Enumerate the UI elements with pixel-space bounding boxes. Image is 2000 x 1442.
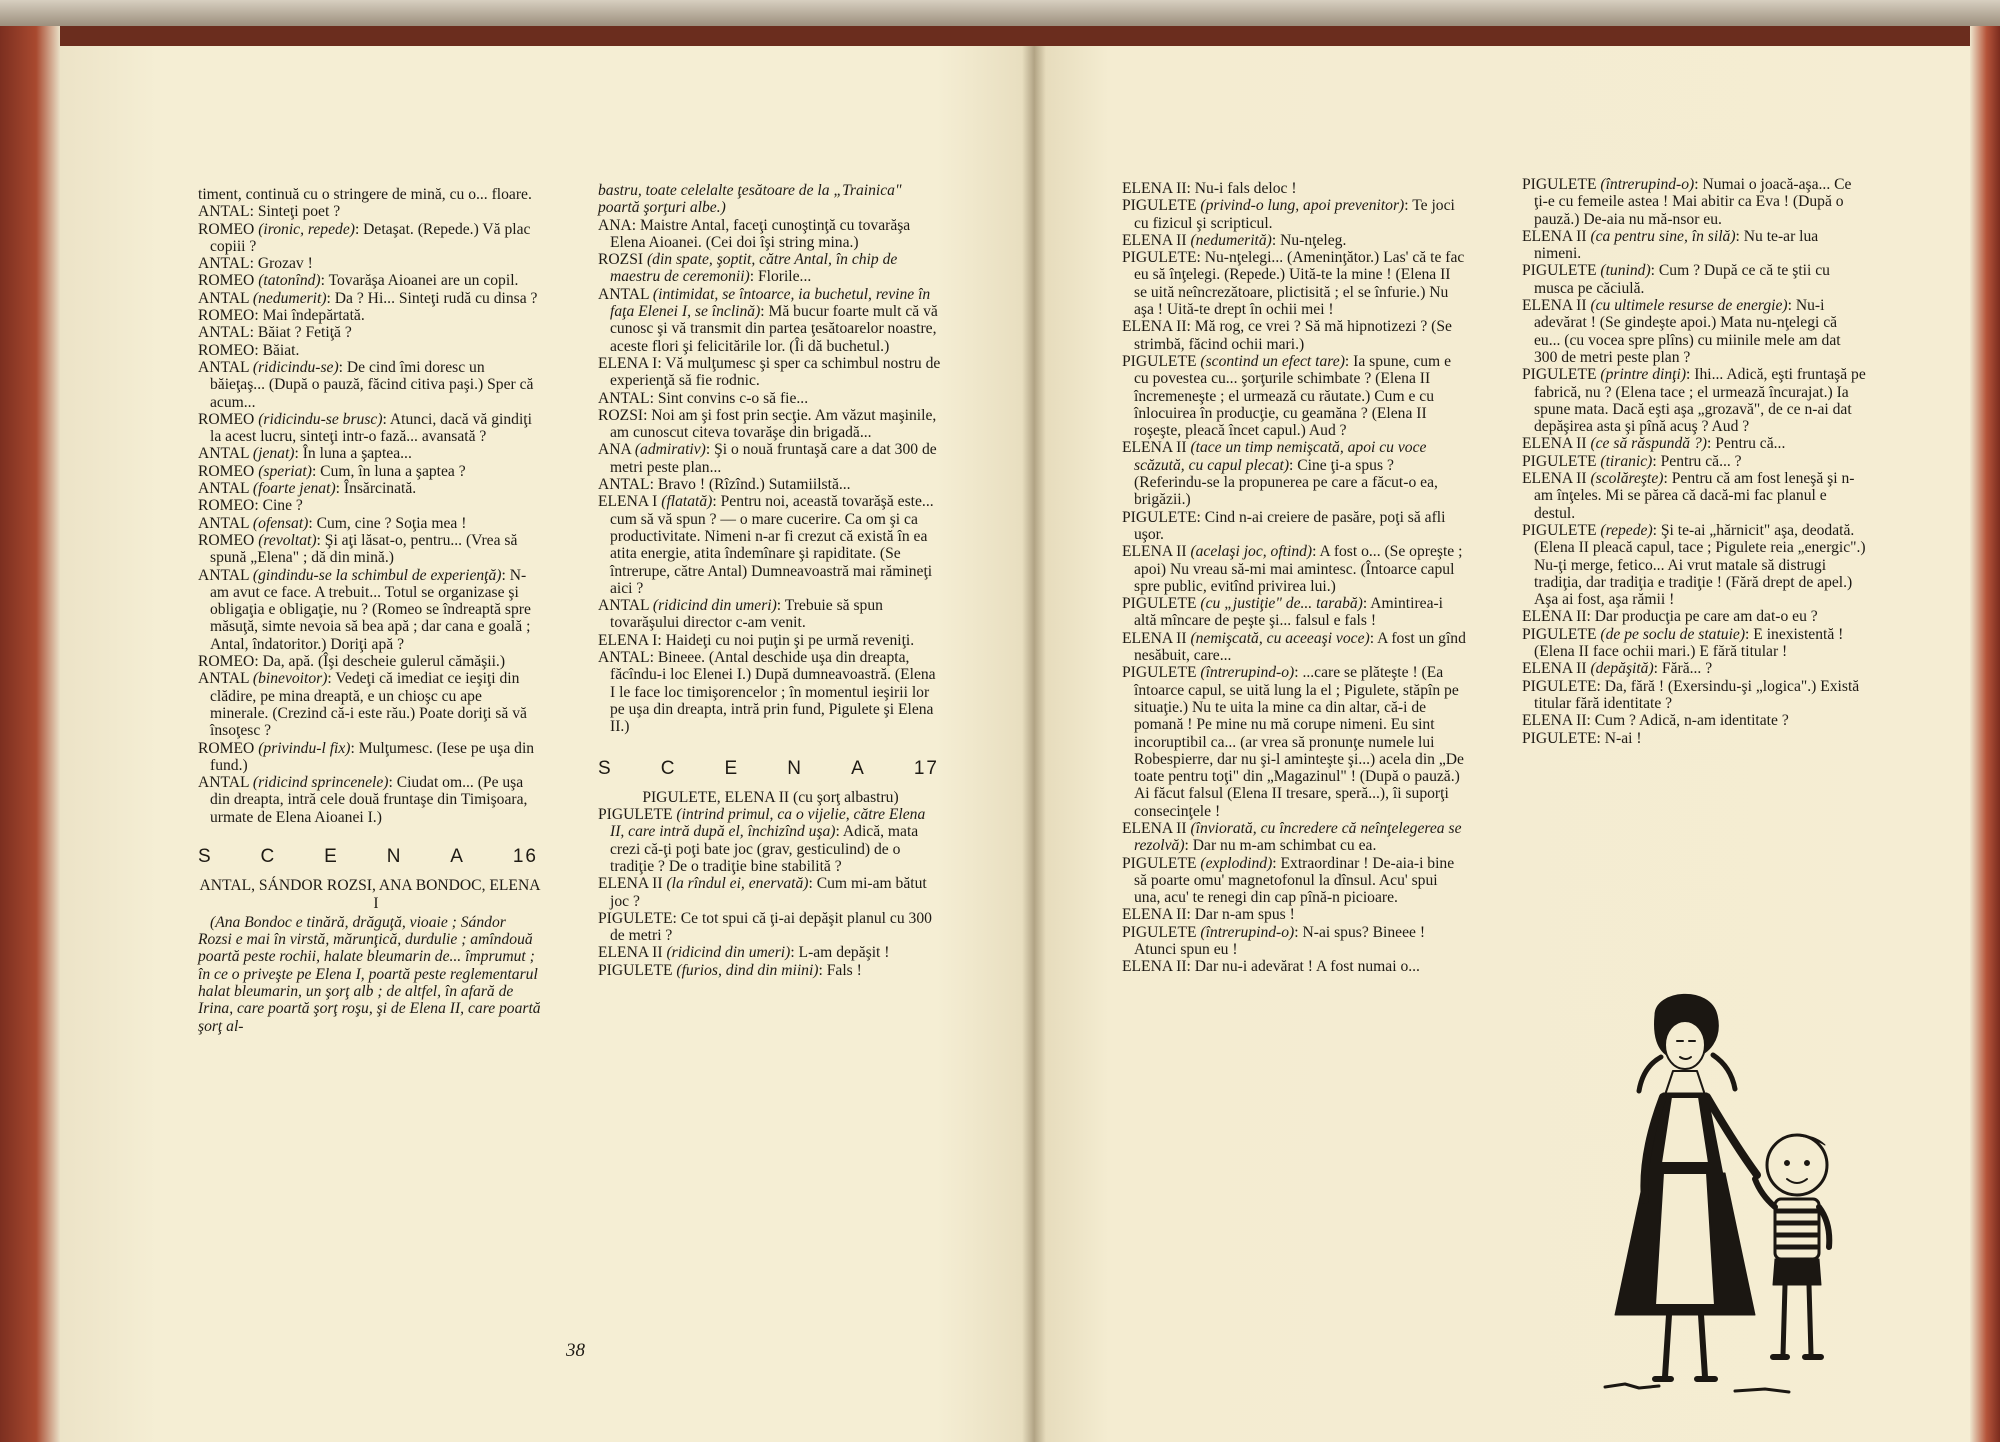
line-text: Şi te-ai „hărnicit" aşa, deodată. (Elena II pleacă capul, tace ; Pigulete reia „energic".) Nu-ţi merge, fetico... Ai vrut matale să distrugi tradiţia, dar tradiţia e tradiţie ! (Fără drept de apel.) Aşa ai fost, aşa rămii !	[1534, 521, 1866, 609]
stage-direction: (tunind)	[1600, 262, 1651, 280]
line-text: Nu-i fals deloc !	[1194, 180, 1297, 197]
stage-direction: (tatonînd)	[258, 272, 321, 290]
stage-direction: (la rîndul ei, enervată)	[666, 875, 809, 893]
line-text: Florile...	[757, 268, 812, 286]
speaker-name: ANTAL	[198, 480, 250, 498]
line-text: Te joci cu fizicul şi scripticul.	[1134, 197, 1455, 232]
stage-direction: (întrerupind-o)	[1600, 176, 1695, 193]
line-text: Adică, mata crezi că-ţi poţi bate joc (grav, gesticulind) de o tradiţie ? De o tradiţie bine stabilită ?	[610, 823, 919, 875]
line-text: Dar nu-i adevărat ! A fost numai o...	[1194, 958, 1420, 976]
line-text: N-ai !	[1604, 729, 1642, 747]
stage-direction: (repede)	[1600, 521, 1653, 539]
cover-right	[1970, 26, 2000, 1442]
scene-number: 17	[913, 757, 939, 779]
line-text: Dar producţia pe care am dat-o eu ?	[1594, 608, 1818, 626]
scene-heading	[198, 845, 542, 867]
speaker-name: PIGULETE	[1522, 521, 1597, 539]
dialogue-line: ANTAL (binevoitor): Vedeţi că imediat ce ieşiţi din clădire, pe mina dreaptă, e un chioşc cu ape minerale. (Crezind că-i este rău.) Poate doriţi să vă însoţesc ?	[198, 670, 527, 740]
line-text: Vă mulţumesc şi sper ca schimbul nostru de experienţă să fie rodnic.	[610, 354, 941, 390]
line-text: N-ai spus? Bineee ! Atunci spun eu !	[1134, 923, 1426, 959]
dialogue-line: ELENA II (tace un timp nemişcată, apoi cu voce scăzută, cu capul plecat): Cine ţi-a spus ? (Referindu-se la propunerea pe care a făcut-o ea, brigăzii.)	[1122, 439, 1438, 509]
stage-direction: (cu „justiţie" de... tarabă)	[1200, 595, 1363, 613]
stage-direction: (cu ultimele resurse de energie)	[1590, 297, 1788, 315]
line-text: Noi am şi fost prin secţie. Am văzut maşinile, am cunoscut citeva tovarăşe din brigadă...	[610, 406, 937, 442]
dialogue-line: ELENA II (acelaşi joc, oftind): A fost o... (Se opreşte ; apoi) Nu vreau să-mi mai amintesc. (Întoarce capul spre public, evitînd privirea lui.)	[1122, 543, 1463, 595]
line-text: Şi aţi lăsat-o, pentru... (Vrea să spună „Elena" ; dă din mină.)	[210, 531, 518, 567]
scene-letter: E	[724, 757, 740, 779]
stage-direction: (înviorată, cu încredere că neînţelegerea se rezolvă)	[1134, 819, 1462, 855]
line-text: Detaşat. (Repede.) Vă plac copiii ?	[210, 220, 531, 255]
dialogue-line: ROMEO (ironic, repede): Detaşat. (Repede.) Vă plac copiii ?	[198, 220, 531, 255]
speaker-name: ROMEO	[198, 462, 255, 480]
speaker-name: ROMEO	[198, 220, 255, 238]
speaker-name: ROZSI	[598, 251, 644, 269]
dialogue-line: ANTAL: Sint convins c-o să fie...	[598, 389, 809, 407]
stage-direction: (ridicind din umeri)	[652, 597, 777, 615]
dialogue-line: ROMEO: Mai îndepărtată.	[198, 307, 365, 325]
speaker-name: ROMEO	[198, 497, 255, 515]
dialogue-line: ELENA I (flatată): Pentru noi, această tovarăşă este... cum să vă spun ? — o mare cucerire. Ca om şi ca productivitate. Nimeni n-ar fi crezut că există în ea atita energie, atita îndemînare şi rapiditate. (Se întrerupe, către Antal) Dumneavoastră mai rămineţi aici ?	[598, 493, 934, 597]
dialogue-line: ANA (admirativ): Şi o nouă fruntaşă care a dat 300 de metri peste plan...	[598, 441, 937, 476]
dialogue-line: ROMEO (tatonînd): Tovarăşa Aioanei are un copil.	[198, 272, 519, 290]
speaker-name: ELENA II	[1122, 629, 1187, 647]
dialogue-line: PIGULETE: Cind n-ai creiere de pasăre, poţi să afli uşor.	[1122, 508, 1446, 543]
line-text: Grozav !	[257, 255, 313, 273]
line-text: Atunci, dacă vă gindiţi la acest lucru, sinteţi intr-o fază... avansată ?	[210, 410, 532, 446]
dialogue-block	[598, 182, 943, 736]
dialogue-line: ANTAL (foarte jenat): Însărcinată.	[198, 480, 417, 498]
line-text: De cind îmi doresc un băieţaş... (După o pauză, făcind citiva paşi.) Sper că acum...	[210, 358, 534, 411]
dialogue-line: PIGULETE: Da, fără ! (Exersindu-şi „logica".) Există titular fără identitate ?	[1522, 677, 1860, 712]
dialogue-line: ROZSI: Noi am şi fost prin secţie. Am văzut maşinile, am cunoscut citeva tovarăşe din brigadă...	[598, 406, 937, 442]
dialogue-line: ELENA II (ca pentru sine, în silă): Nu te-ar lua nimeni.	[1522, 227, 1819, 263]
line-text: Cine ?	[262, 497, 303, 515]
dialogue-line: PIGULETE (printre dinţi): Ihi... Adică, eşti fruntaşă pe fabrică, nu ? (Elena tace ; el urmează încurajat.) Ia spune mata. Dacă eşti aşa „grozavă", de ce n-ai dat depăşirea asta şi pînă acuş ? Aud ?	[1522, 366, 1866, 436]
speaker-name: PIGULETE	[1522, 677, 1597, 695]
column-3	[1122, 180, 1467, 976]
stage-direction: (scontind un efect tare)	[1200, 352, 1345, 370]
speaker-name: ROZSI	[598, 406, 644, 424]
line-text: Sint convins c-o să fie...	[657, 389, 809, 407]
scene-letter: E	[324, 845, 339, 867]
dialogue-line: ANTAL (ridicind sprincenele): Ciudat om... (Pe uşa din dreapta, intră cele două fruntaşe din Timişoara, urmate de Elena Aioanei I.)	[198, 774, 528, 826]
dialogue-line: PIGULETE (întrerupind-o): Numai o joacă-aşa... Ce ţi-e cu femeile astea ! Mai abitir ca Eva ! (După o pauză.) De-aia nu mă-nsor eu.	[1522, 176, 1852, 228]
scene-letter: A	[450, 845, 465, 867]
book-gutter	[1022, 46, 1046, 1442]
dialogue-line: ANTAL (nedumerit): Da ? Hi... Sinteţi rudă cu dinsa ?	[198, 289, 538, 307]
dialogue-line: ANTAL (ofensat): Cum, cine ? Soţia mea !	[198, 514, 467, 532]
speaker-name: PIGULETE	[1522, 366, 1597, 384]
dialogue-line: ROZSI (din spate, şoptit, către Antal, în chip de maestru de ceremonii): Florile...	[598, 251, 898, 286]
dialogue-line: ANTAL (ridicind din umeri): Trebuie să spun tovarăşului director c-am venit.	[598, 597, 883, 632]
stage-direction: (admirativ)	[634, 441, 706, 459]
scene-cast: PIGULETE, ELENA II (cu şorţ albastru)	[642, 788, 899, 806]
scene-letter: N	[386, 845, 403, 867]
dialogue-line: ELENA II (înviorată, cu încredere că neînţelegerea se rezolvă): Dar nu m-am schimbat cu ea.	[1122, 819, 1462, 855]
line-text: Cum mi-am bătut joc ?	[610, 875, 927, 910]
speaker-name: ELENA II	[598, 944, 663, 962]
dialogue-line: PIGULETE (furios, dind din miini): Fals !	[598, 961, 862, 979]
dialogue-line: PIGULETE (explodind): Extraordinar ! De-aia-i bine să poarte omu' magnetofonul la dînsul. Acu' spui una, acu' te renegi din cap pînă-n picioare.	[1122, 854, 1455, 907]
dialogue-line: ELENA II (ce să răspundă ?): Pentru că...	[1522, 435, 1786, 453]
line-text: Ciudat om... (Pe uşa din dreapta, intră cele două fruntaşe din Timişoara, urmate de Elena Aioanei I.)	[210, 774, 528, 826]
dialogue-line: ELENA II (ridicind din umeri): L-am depăşit !	[598, 944, 890, 962]
speaker-name: ANTAL	[598, 285, 650, 303]
speaker-name: ELENA II	[1522, 297, 1587, 315]
stage-direction: (ridicind din umeri)	[666, 944, 791, 962]
speaker-name: ELENA II	[1522, 470, 1587, 488]
stage-direction: (revoltat)	[258, 531, 317, 549]
speaker-name: ANTAL	[598, 597, 650, 615]
line-text: Pentru noi, această tovarăşă este... cum să vă spun ? — o mare cucerire. Ca om şi ca productivitate. Nimeni n-ar fi crezut că există în ea atita energie, atita îndemînare şi rapiditate. (Se întrerupe, către Antal) Dumneavoastră mai rămineţi aici ?	[610, 493, 934, 597]
speaker-name: PIGULETE	[1122, 249, 1197, 267]
dialogue-line: ANA: Maistre Antal, faceţi cunoştinţă cu tovarăşa Elena Aioanei. (Cei doi îşi string mina.)	[598, 216, 911, 251]
stage-direction: (acelaşi joc, oftind)	[1190, 543, 1313, 561]
column-2	[598, 182, 943, 979]
speaker-name: PIGULETE	[1122, 664, 1197, 682]
line-text: Mă bucur foarte mult că vă cunosc şi vă transmit din partea ţesătoarelor noastre, aceste flori şi felicitările lor. (Îi dă buchetul.)	[610, 303, 938, 355]
speaker-name: ELENA II	[1122, 231, 1187, 249]
dialogue-line: ELENA II: Cum ? Adică, n-am identitate ?	[1522, 712, 1789, 730]
line-text: N-am avut ce face. A trebuit... Totul se organizase şi obligaţia e obligaţie, nu ? (Romeo se îndreaptă spre măsuţă, simte nevoia să bea apă ; dar cana e goală ; Antal, îndatoritor.) Doriţi apă ?	[210, 566, 531, 653]
speaker-name: PIGULETE	[1522, 262, 1597, 280]
line-text: Pentru că...	[1715, 435, 1786, 453]
scene-heading	[598, 757, 943, 779]
line-text: Extraordinar ! De-aia-i bine să poarte omu' magnetofonul la dînsul. Acu' spui una, acu' te renegi din cap pînă-n picioare.	[1134, 854, 1455, 907]
speaker-name: ELENA II	[1122, 439, 1187, 457]
stage-direction: (binevoitor)	[252, 670, 328, 688]
dialogue-line: ROMEO: Da, apă. (Îşi descheie gulerul cămăşii.)	[198, 653, 506, 671]
stage-direction: (furios, dind din miini)	[676, 961, 819, 979]
stage-direction: (nemişcată, cu aceeaşi voce)	[1190, 629, 1370, 647]
column-4	[1522, 176, 1867, 747]
dialogue-line: ELENA II (nemişcată, cu aceeaşi voce): A fost un gînd nesăbuit, care...	[1122, 629, 1466, 665]
column-1	[198, 186, 542, 1035]
scene-letter: N	[787, 757, 804, 779]
line-text: Cum, în luna a şaptea ?	[320, 462, 466, 480]
line-text: Dar n-am spus !	[1194, 906, 1295, 924]
line-text: Dar nu m-am schimbat cu ea.	[1192, 837, 1377, 855]
line-text: În luna a şaptea...	[302, 445, 412, 463]
speaker-name: ANTAL	[198, 670, 250, 688]
speaker-name: ELENA II	[1522, 227, 1587, 245]
stage-direction: (ridicind sprincenele)	[252, 774, 389, 792]
dialogue-line: ANTAL: Bravo ! (Rîzînd.) Sutamiilstă...	[598, 476, 851, 494]
stage-direction: (ca pentru sine, în silă)	[1590, 227, 1736, 245]
speaker-name: ANTAL	[598, 389, 650, 407]
line-text: Fals !	[826, 961, 862, 979]
speaker-name: ELENA II	[1522, 608, 1587, 626]
line-text: Amintirea-i altă mîncare de peşte şi... falsul e fals !	[1134, 595, 1444, 630]
speaker-name: ROMEO	[198, 739, 255, 757]
speaker-name: ANA	[598, 441, 631, 459]
line-text: Cum, cine ? Soţia mea !	[316, 514, 467, 532]
line-text: Mă rog, ce vrei ? Să mă hipnotizezi ? (Se strimbă, făcind ochii mari.)	[1134, 318, 1452, 353]
line-text: timent, continuă cu o stringere de mină, cu o... floare.	[198, 186, 532, 203]
speaker-name: ANTAL	[198, 566, 250, 584]
speaker-name: ANTAL	[198, 289, 250, 307]
speaker-name: ELENA II	[1522, 660, 1587, 678]
speaker-name: PIGULETE	[1122, 508, 1197, 526]
line-text: A fost un gînd nesăbuit, care...	[1134, 629, 1466, 665]
dialogue-line: ROMEO (revoltat): Şi aţi lăsat-o, pentru... (Vrea să spună „Elena" ; dă din mină.)	[198, 531, 518, 567]
line-text: Sinteţi poet ?	[257, 203, 341, 221]
stage-direction: (explodind)	[1200, 854, 1273, 872]
cover-left	[0, 26, 60, 1442]
line-text: Da ? Hi... Sinteţi rudă cu dinsa ?	[334, 289, 538, 307]
line-text: ...care se plăteşte ! (Ea întoarce capul, se uită lung la el ; Pigulete, stăpîn pe situaţie.) Nu te uita la mine ca din altar, că-i de pomană ! Pe mine nu mă corupe nimeni. Eu sint incoruptibil ca... (ar vrea să pronunţe numele lui Robespierre, dar nu şi-l aminteşte şi...) acela din „De toate pentru toţi" din „Magazinul" ! (După o pauză.) Ai făcut falsul (Elena II tresare, speră...), îi suporţi consecinţele !	[1134, 664, 1464, 820]
dialogue-line: ANTAL: Bineee. (Antal deschide uşa din dreapta, făcîndu-i loc Elenei I.) După dumneavoastră. (Elena I le face loc timişorencelor ; în momentul ieşirii lor pe uşa din dreapta, intră prin fund, Pigulete şi Elena II.)	[598, 649, 936, 736]
dialogue-line: PIGULETE (intrind primul, ca o vijelie, către Elena II, care intră după el, închizînd uşa): Adică, mata crezi că-ţi poţi bate joc (grav, gesticulind) de o tradiţie ? De o tradiţie bine stabilită ?	[598, 806, 926, 875]
speaker-name: ANTAL	[198, 324, 250, 342]
line-text: Vedeţi că imediat ce ieşiţi din clădire, pe mina dreaptă, e un chioşc cu ape minerale. (Crezind că-i este rău.) Poate doriţi să vă însoţesc ?	[210, 670, 527, 740]
dialogue-line: ELENA II (scolăreşte): Pentru că am fost leneşă şi n-am înţeles. Mi se părea că dacă-mi fac planul e destul.	[1522, 470, 1855, 522]
dialogue-line: ELENA I: Haideţi cu noi puţin şi pe urmă reveniţi.	[598, 631, 915, 649]
line-text: Cum ? După ce că te ştii cu musca pe căciulă.	[1534, 262, 1830, 297]
speaker-name: ELENA II	[1122, 958, 1187, 976]
text-line	[198, 186, 542, 203]
page-number: 38	[566, 1340, 585, 1361]
dialogue-line: ANTAL (intimidat, se întoarce, ia buchetul, revine în faţa Elenei I, se înclină): Mă bucur foarte mult că vă cunosc şi vă transmit din partea ţesătoarelor noastre, aceste flori şi felicitările lor. (Îi dă buchetul.)	[598, 285, 938, 355]
dialogue-line: ELENA II: Nu-i fals deloc !	[1122, 180, 1297, 197]
line-text: Băiat ? Fetiţă ?	[257, 324, 352, 342]
line-text: Fără... ?	[1661, 660, 1713, 678]
speaker-name: ELENA II	[1122, 819, 1187, 837]
stage-direction: (Ana Bondoc e tinără, drăguţă, vioaie ; Sándor Rozsi e mai în virstă, mărunţică, durdulie ; amîndouă poartă peste rochii, halate bleumarin de... împrumut ; în ce o priveşte pe Elena I, poartă peste reglementarul halat bleumarin, un şorţ alb ; de altfel, în afară de Irina, care poartă şorţ roşu, şi de Elena II, care poartă şorţ al-	[198, 913, 541, 1035]
dialogue-line: ROMEO (speriat): Cum, în luna a şaptea ?	[198, 462, 466, 480]
stage-direction: (depăşită)	[1590, 660, 1654, 678]
speaker-name: PIGULETE	[598, 806, 673, 824]
speaker-name: ELENA II	[1122, 318, 1187, 336]
line-text: Cind n-ai creiere de pasăre, poţi să afli uşor.	[1134, 508, 1446, 543]
line-text: Haideţi cu noi puţin şi pe urmă reveniţi.	[665, 631, 915, 649]
speaker-name: ELENA II	[1122, 906, 1187, 924]
dialogue-line: ELENA II: Dar n-am spus !	[1122, 906, 1295, 924]
line-text: Da, apă. (Îşi descheie gulerul cămăşii.)	[262, 653, 506, 671]
line-text: Şi o nouă fruntaşă care a dat 300 de metri peste plan...	[610, 441, 937, 476]
stage-direction: (jenat)	[252, 445, 295, 463]
line-text: Nu-i adevărat ! (Se gindeşte apoi.) Mata nu-nţelegi că eu... (cu vocea spre plîns) cu miinile mele am dat 300 de metri peste plan ?	[1534, 297, 1841, 366]
speaker-name: PIGULETE	[598, 909, 673, 927]
line-text: Ihi... Adică, eşti fruntaşă pe fabrică, nu ? (Elena tace ; el urmează încurajat.) Ia spune mata. Dacă eşti aşa „grozavă", de ce n-ai dat depăşirea asta şi pînă acuş ? Aud ?	[1534, 366, 1866, 436]
speaker-name: PIGULETE	[1522, 729, 1597, 747]
speaker-name: ROMEO	[198, 531, 255, 549]
stage-direction: (nedumerit)	[252, 289, 327, 307]
stage-direction: (ofensat)	[252, 514, 309, 532]
dialogue-line: ELENA I: Vă mulţumesc şi sper ca schimbul nostru de experienţă să fie rodnic.	[598, 354, 941, 390]
text-line	[598, 182, 943, 217]
speaker-name: ELENA II	[1522, 712, 1587, 730]
speaker-name: PIGULETE	[1122, 854, 1197, 872]
stage-direction: (privindu-l fix)	[258, 739, 351, 757]
stage-direction: (ridicindu-se)	[252, 358, 339, 376]
dialogue-line: ELENA II (la rîndul ei, enervată): Cum mi-am bătut joc ?	[598, 875, 927, 910]
stage-direction: (foarte jenat)	[252, 480, 336, 498]
speaker-name: ROMEO	[198, 272, 255, 290]
dialogue-line: PIGULETE: Ce tot spui că ţi-ai depăşit planul cu 300 de metri ?	[598, 909, 932, 945]
stage-direction: (gindindu-se la schimbul de experienţă)	[252, 566, 502, 584]
speaker-name: ANTAL	[198, 358, 250, 376]
line-text: Băiat.	[262, 341, 300, 359]
dialogue-line: ELENA II: Mă rog, ce vrei ? Să mă hipnotizezi ? (Se strimbă, făcind ochii mari.)	[1122, 318, 1452, 353]
stage-direction: (speriat)	[258, 462, 312, 480]
dialogue-line: ELENA II (cu ultimele resurse de energie): Nu-i adevărat ! (Se gindeşte apoi.) Mata nu-nţelegi că eu... (cu vocea spre plîns) cu miinile mele am dat 300 de metri peste plan ?	[1522, 297, 1841, 366]
stage-direction: (nedumerită)	[1190, 231, 1272, 249]
speaker-name: PIGULETE	[1522, 452, 1597, 470]
dialogue-block	[598, 806, 943, 979]
scene-letter: S	[598, 757, 613, 779]
stage-direction: (întrerupind-o)	[1200, 923, 1295, 941]
stage-direction: (din spate, şoptit, către Antal, în chip de maestru de ceremonii)	[610, 251, 898, 286]
line-text: Da, fără ! (Exersindu-şi „logica".) Există titular fără identitate ?	[1534, 677, 1860, 712]
dialogue-line: ROMEO (privindu-l fix): Mulţumesc. (Iese pe uşa din fund.)	[198, 739, 535, 774]
dialogue-line: PIGULETE (privind-o lung, apoi prevenitor): Te joci cu fizicul şi scripticul.	[1122, 197, 1455, 232]
dialogue-line: ELENA II: Dar producţia pe care am dat-o eu ?	[1522, 608, 1818, 626]
dialogue-line: PIGULETE (cu „justiţie" de... tarabă): Amintirea-i altă mîncare de peşte şi... falsul e fals !	[1122, 595, 1444, 630]
dialogue-block	[1522, 176, 1867, 747]
stage-direction: (ce să răspundă ?)	[1590, 435, 1707, 453]
line-text: Tovarăşa Aioanei are un copil.	[328, 272, 519, 290]
stage-direction: (tiranic)	[1600, 452, 1653, 470]
speaker-name: PIGULETE	[598, 961, 673, 979]
line-text: bastru, toate celelalte ţesătoare de la „Trainica" poartă şorţuri albe.)	[598, 182, 902, 217]
line-text: Trebuie să spun tovarăşului director c-am venit.	[610, 597, 883, 632]
dialogue-line: ROMEO: Cine ?	[198, 497, 303, 515]
page-edges	[0, 0, 2000, 26]
dialogue-line: ELENA II (nedumerită): Nu-nţeleg.	[1122, 231, 1347, 249]
dialogue-line: ANTAL (gindindu-se la schimbul de experienţă): N-am avut ce face. A trebuit... Totul se organizase şi obligaţia e obligaţie, nu ? (Romeo se îndreaptă spre măsuţă, simte nevoia să bea apă ; dar cana e goală ; Antal, îndatoritor.) Doriţi apă ?	[198, 566, 531, 653]
dialogue-line: PIGULETE (întrerupind-o): ...care se plăteşte ! (Ea întoarce capul, se uită lung la el ; Pigulete, stăpîn pe situaţie.) Nu te uita la mine ca din altar, că-i de pomană ! Pe mine nu mă corupe nimeni. Eu sint incoruptibil ca... (ar vrea să pronunţe numele lui Robespierre, dar nu şi-l aminteşte şi...) acela din „De toate pentru toţi" din „Magazinul" ! (După o pauză.) Ai făcut falsul (Elena II tresare, speră...), îi suporţi consecinţele !	[1122, 664, 1464, 820]
speaker-name: ELENA I	[598, 631, 658, 649]
stage-direction: (de pe soclu de statuie)	[1600, 625, 1746, 643]
dialogue-block	[1122, 180, 1467, 976]
speaker-name: ELENA II	[1522, 435, 1587, 453]
line-text: Nu te-ar lua nimeni.	[1534, 227, 1819, 263]
line-text: Ce tot spui că ţi-ai depăşit planul cu 300 de metri ?	[610, 909, 932, 945]
speaker-name: PIGULETE	[1122, 352, 1197, 370]
stage-direction: (intrind primul, ca o vijelie, către Elena II, care intră după el, închizînd uşa)	[610, 806, 926, 841]
speaker-name: PIGULETE	[1122, 923, 1197, 941]
scene-cast: ANTAL, SÁNDOR ROZSI, ANA BONDOC, ELENA I	[199, 877, 541, 912]
line-text: Pentru că... ?	[1660, 452, 1742, 470]
speaker-name: ANA	[598, 216, 632, 234]
dialogue-line: ROMEO (ridicindu-se brusc): Atunci, dacă vă gindiţi la acest lucru, sinteţi intr-o fază... avansată ?	[198, 410, 532, 446]
speaker-name: ANTAL	[198, 514, 250, 532]
stage-direction: (tace un timp nemişcată, apoi cu voce scăzută, cu capul plecat)	[1134, 439, 1427, 474]
speaker-name: ROMEO	[198, 341, 255, 359]
line-text: L-am depăşit !	[798, 944, 890, 962]
line-text: Bineee. (Antal deschide uşa din dreapta, făcîndu-i loc Elenei I.) După dumneavoastră. (Elena I le face loc timişorencelor ; în momentul ieşirii lor pe uşa din dreapta, intră prin fund, Pigulete şi Elena II.)	[610, 649, 936, 736]
stage-direction: (întrerupind-o)	[1200, 664, 1295, 682]
speaker-name: ELENA II	[1122, 543, 1187, 561]
speaker-name: ROMEO	[198, 410, 255, 428]
scene-letter: S	[198, 845, 213, 867]
stage-direction: (privind-o lung, apoi prevenitor)	[1200, 197, 1405, 215]
woman-and-boy-illustration	[1585, 985, 1875, 1405]
line-text: A fost o... (Se opreşte ; apoi) Nu vreau să-mi mai amintesc. (Întoarce capul spre public, evitînd privirea lui.)	[1134, 543, 1463, 595]
speaker-name: ELENA I	[598, 493, 658, 511]
stage-direction: (flatată)	[661, 493, 713, 511]
dialogue-block	[198, 186, 542, 826]
speaker-name: PIGULETE	[1122, 595, 1197, 613]
line-text: Numai o joacă-aşa... Ce ţi-e cu femeile astea ! Mai abitir ca Eva ! (După o pauză.) De-aia nu mă-nsor eu.	[1534, 176, 1852, 228]
dialogue-line: ELENA II: Dar nu-i adevărat ! A fost numai o...	[1122, 958, 1420, 976]
speaker-name: ANTAL	[198, 255, 250, 273]
scene-letter: C	[660, 757, 677, 779]
dialogue-line: ROMEO: Băiat.	[198, 341, 300, 359]
dialogue-line: PIGULETE (de pe soclu de statuie): E inexistentă ! (Elena II face ochii mari.) E fără titular !	[1522, 625, 1844, 661]
stage-direction: (ridicindu-se brusc)	[258, 410, 383, 428]
line-text: Ia spune, cum e cu povestea cu... şorţurile schimbate ? (Elena II încremeneşte ; el urmează cu răutate.) Cum e cu înlocuirea în producţie, cu geamăna ? (Elena II roşeşte, pleacă încet capul.) Aud ?	[1134, 352, 1451, 440]
dialogue-line: ANTAL: Sinteţi poet ?	[198, 203, 341, 221]
speaker-name: ELENA II	[598, 875, 663, 893]
speaker-name: ANTAL	[598, 476, 650, 494]
dialogue-line: PIGULETE (scontind un efect tare): Ia spune, cum e cu povestea cu... şorţurile schimbate ? (Elena II încremeneşte ; el urmează cu răutate.) Cum e cu înlocuirea în producţie, cu geamăna ? (Elena II roşeşte, pleacă încet capul.) Aud ?	[1122, 352, 1451, 440]
line-text: Nu-nţeleg.	[1280, 231, 1347, 249]
line-text: E inexistentă ! (Elena II face ochii mari.) E fără titular !	[1534, 625, 1844, 661]
dialogue-line: ELENA II (depăşită): Fără... ?	[1522, 660, 1713, 678]
stage-direction: (scolăreşte)	[1590, 470, 1664, 488]
dialogue-line: PIGULETE (repede): Şi te-ai „hărnicit" aşa, deodată. (Elena II pleacă capul, tace ; Pigulete reia „energic".) Nu-ţi merge, fetico... Ai vrut matale să distrugi tradiţia, dar tradiţia e tradiţie ! (Fără drept de apel.) Aşa ai fost, aşa rămii !	[1522, 521, 1866, 609]
stage-direction: (ironic, repede)	[258, 220, 355, 238]
line-text: Cum ? Adică, n-am identitate ?	[1594, 712, 1789, 730]
line-text: Bravo ! (Rîzînd.) Sutamiilstă...	[657, 476, 851, 494]
line-text: Nu-nţelegi... (Ameninţător.) Las' că te fac eu să înţelegi. (Repede.) Uită-te la mine ! (Elena II se uită neîncrezătoare, plictisită ; el se înfurie.) Nu aşa ! Uită-te drept în ochii mei !	[1134, 249, 1465, 319]
line-text: Mai îndepărtată.	[262, 307, 365, 325]
speaker-name: PIGULETE	[1522, 176, 1597, 193]
line-text: Însărcinată.	[343, 480, 417, 498]
speaker-name: PIGULETE	[1522, 625, 1597, 643]
speaker-name: ROMEO	[198, 653, 255, 671]
dialogue-line: PIGULETE: Nu-nţelegi... (Ameninţător.) Las' că te fac eu să înţelegi. (Repede.) Uită-te la mine ! (Elena II se uită neîncrezătoare, plictisită ; el se înfurie.) Nu aşa ! Uită-te drept în ochii mei !	[1122, 249, 1465, 319]
dialogue-line: PIGULETE (tiranic): Pentru că... ?	[1522, 452, 1742, 470]
dialogue-line: PIGULETE (tunind): Cum ? După ce că te ştii cu musca pe căciulă.	[1522, 262, 1830, 297]
speaker-name: ANTAL	[598, 649, 650, 667]
speaker-name: PIGULETE	[1122, 197, 1197, 215]
stage-direction: (intimidat, se întoarce, ia buchetul, revine în faţa Elenei I, se înclină)	[610, 285, 931, 321]
speaker-name: ELENA II	[1122, 180, 1187, 197]
scene-number: 16	[512, 845, 538, 867]
speaker-name: ANTAL	[198, 774, 250, 792]
dialogue-line: ANTAL: Grozav !	[198, 255, 313, 273]
scene-letter: C	[260, 845, 277, 867]
speaker-name: ELENA I	[598, 354, 658, 372]
speaker-name: ANTAL	[198, 445, 250, 463]
scene-letter: A	[851, 757, 866, 779]
line-text: Maistre Antal, faceţi cunoştinţă cu tovarăşa Elena Aioanei. (Cei doi îşi string mina.)	[610, 216, 911, 251]
dialogue-line: PIGULETE: N-ai !	[1522, 729, 1642, 747]
dialogue-line: ANTAL (jenat): În luna a şaptea...	[198, 445, 412, 463]
dialogue-line: ANTAL: Băiat ? Fetiţă ?	[198, 324, 352, 342]
stage-direction: (printre dinţi)	[1600, 366, 1687, 384]
speaker-name: ROMEO	[198, 307, 255, 325]
line-text: Mulţumesc. (Iese pe uşa din fund.)	[210, 739, 535, 774]
dialogue-line: PIGULETE (întrerupind-o): N-ai spus? Bineee ! Atunci spun eu !	[1122, 923, 1426, 959]
line-text: Pentru că am fost leneşă şi n-am înţeles. Mi se părea că dacă-mi fac planul e destul.	[1534, 470, 1855, 522]
dialogue-line: ANTAL (ridicindu-se): De cind îmi doresc un băieţaş... (După o pauză, făcind citiva paşi.) Sper că acum...	[198, 358, 534, 411]
line-text: Cine ţi-a spus ? (Referindu-se la propunerea pe care a făcut-o ea, brigăzii.)	[1134, 456, 1438, 509]
speaker-name: ANTAL	[198, 203, 250, 221]
